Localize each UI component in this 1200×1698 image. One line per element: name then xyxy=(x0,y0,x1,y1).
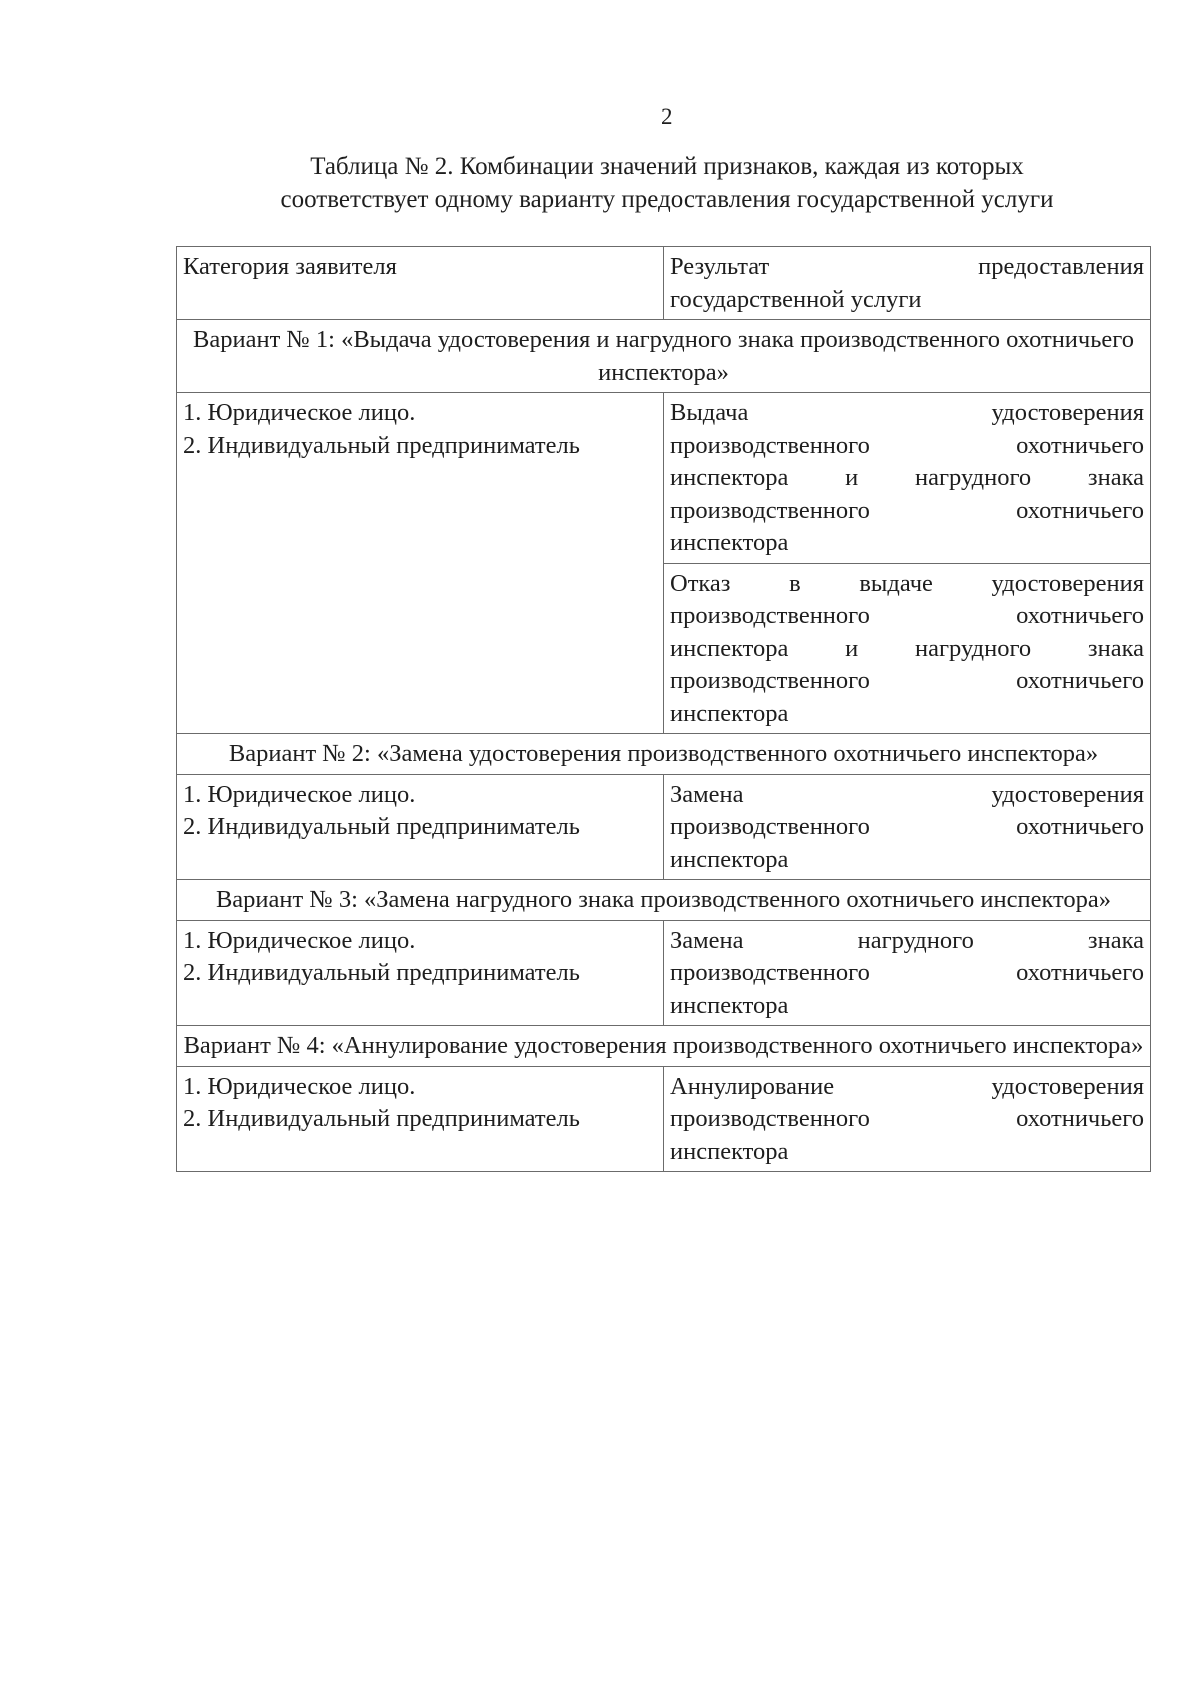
variant-title-row xyxy=(177,1026,1151,1067)
variant-1-result-issue xyxy=(664,393,1151,564)
table-caption-line: Таблица № 2. Комбинации значений признаков, каждая из которых xyxy=(310,153,1024,180)
applicant-item: 2. Индивидуальный предприниматель xyxy=(183,959,580,986)
variant-2-title: Вариант № 2: «Замена удостоверения производственного охотничьего инспектора» xyxy=(177,734,1151,775)
variant-title-row xyxy=(177,320,1151,393)
result-line: инспектора xyxy=(670,1137,789,1165)
variant-3-applicants xyxy=(177,920,664,1026)
variant-3-title: Вариант № 3: «Замена нагрудного знака производственного охотничьего инспектора» xyxy=(177,880,1151,921)
result-line: производственного охотничьего xyxy=(670,496,1144,524)
result-line: инспектора и нагрудного знака xyxy=(670,634,1144,662)
result-line: производственного охотничьего xyxy=(670,431,1144,459)
table-header-row xyxy=(177,247,1151,320)
result-line: Замена удостоверения xyxy=(670,780,1144,808)
header-applicant-category: Категория заявителя xyxy=(177,247,664,320)
result-line: инспектора xyxy=(670,529,789,556)
result-line: инспектора xyxy=(670,699,789,727)
result-line: производственного охотничьего xyxy=(670,667,1144,694)
variant-2-applicants xyxy=(177,774,664,880)
result-line: инспектора xyxy=(670,991,789,1019)
header-line: государственной услуги xyxy=(670,285,922,313)
applicant-item: 2. Индивидуальный предприниматель xyxy=(183,1105,580,1132)
result-line: Отказ в выдаче удостоверения xyxy=(670,569,1144,597)
result-line: Замена нагрудного знака xyxy=(670,926,1144,954)
variant-1-title: Вариант № 1: «Выдача удостоверения и нагрудного знака производственного охотничьего инспектора» xyxy=(177,320,1151,393)
variant-title-row xyxy=(177,734,1151,775)
page-number: 2 xyxy=(661,104,673,129)
header-line: Результат предоставления xyxy=(670,253,1144,280)
variant-row xyxy=(177,393,1151,564)
result-line: Выдача удостоверения xyxy=(670,399,1144,426)
variant-2-result xyxy=(664,774,1151,880)
result-line: инспектора xyxy=(670,845,789,873)
variant-1-result-refusal xyxy=(664,563,1151,734)
result-line: производственного охотничьего xyxy=(670,813,1144,840)
applicant-item: 2. Индивидуальный предприниматель xyxy=(183,813,580,840)
result-line: инспектора и нагрудного знака xyxy=(670,464,1144,491)
result-line: производственного охотничьего xyxy=(670,602,1144,629)
variant-row xyxy=(177,920,1151,1026)
result-line: Аннулирование удостоверения xyxy=(670,1072,1144,1100)
variants-table xyxy=(176,246,1151,1172)
result-line: производственного охотничьего xyxy=(670,959,1144,986)
result-line: производственного охотничьего xyxy=(670,1105,1144,1132)
variant-3-result xyxy=(664,920,1151,1026)
variant-1-applicants xyxy=(177,393,664,734)
applicant-item: 2. Индивидуальный предприниматель xyxy=(183,431,580,459)
variant-row xyxy=(177,774,1151,880)
variant-title-row xyxy=(177,880,1151,921)
table-caption-line: соответствует одному варианту предоставления государственной услуги xyxy=(280,186,1054,213)
table-caption xyxy=(200,150,1134,216)
variant-4-applicants xyxy=(177,1066,664,1172)
applicant-item: 1. Юридическое лицо. xyxy=(183,1072,416,1100)
header-service-result xyxy=(664,247,1151,320)
variant-4-title: Вариант № 4: «Аннулирование удостоверения производственного охотничьего инспектора» xyxy=(177,1026,1151,1067)
variant-4-result xyxy=(664,1066,1151,1172)
applicant-item: 1. Юридическое лицо. xyxy=(183,780,416,808)
applicant-item: 1. Юридическое лицо. xyxy=(183,926,416,954)
variant-row xyxy=(177,1066,1151,1172)
applicant-item: 1. Юридическое лицо. xyxy=(183,399,416,426)
